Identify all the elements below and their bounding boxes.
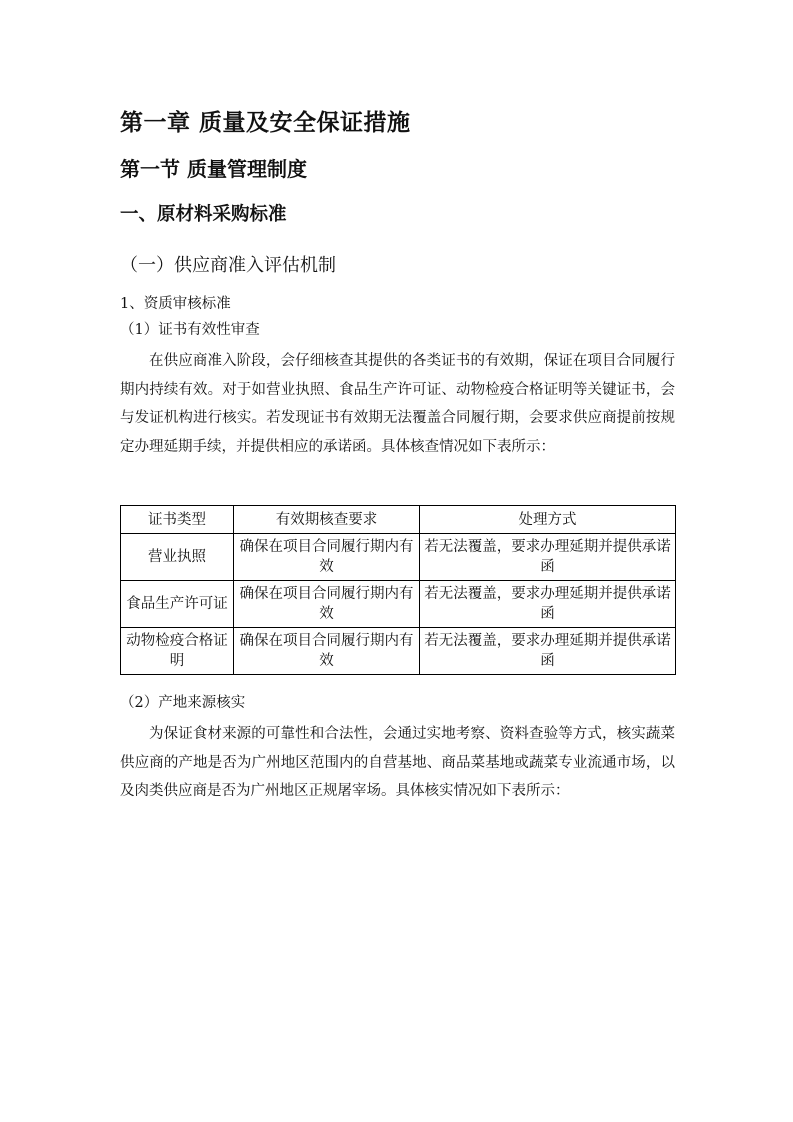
point1-title: （1）证书有效性审查: [120, 322, 260, 338]
section-title: 第一节 质量管理制度: [120, 157, 307, 181]
table-row: [121, 581, 676, 628]
sub-item-title: 1、资质审核标准: [120, 296, 231, 312]
table-header-row: [121, 506, 676, 534]
table-header-cell: 有效期核查要求: [234, 506, 420, 534]
table-cell: 营业执照: [121, 534, 234, 581]
table-row: [121, 628, 676, 675]
item-title: （一）供应商准入评估机制: [120, 255, 336, 276]
certificate-table: [120, 505, 676, 675]
table-cell: 若无法覆盖，要求办理延期并提供承诺函: [420, 581, 676, 628]
table-header-cell: 证书类型: [121, 506, 234, 534]
table-cell: 若无法覆盖，要求办理延期并提供承诺函: [420, 534, 676, 581]
table-cell: 动物检疫合格证明: [121, 628, 234, 675]
table-cell: 食品生产许可证: [121, 581, 234, 628]
table-row: [121, 534, 676, 581]
chapter-title: 第一章 质量及安全保证措施: [120, 110, 411, 136]
table-cell: 确保在项目合同履行期内有效: [234, 628, 420, 675]
table-cell: 确保在项目合同履行期内有效: [234, 534, 420, 581]
table-cell: 确保在项目合同履行期内有效: [234, 581, 420, 628]
point2-paragraph: 为保证食材来源的可靠性和合法性，会通过实地考察、资料查验等方式，核实蔬菜供应商的产地是否为广州地区范围内的自营基地、商品菜基地或蔬菜专业流通市场，以及肉类供应商是否为广州地区正规屠宰场。具体核实情况如下表所示：: [120, 726, 675, 799]
point1-paragraph: 在供应商准入阶段，会仔细核查其提供的各类证书的有效期，保证在项目合同履行期内持续有效。对于如营业执照、食品生产许可证、动物检疫合格证明等关键证书，会与发证机构进行核实。若发现证书有效期无法覆盖合同履行期，会要求供应商提前按规定办理延期手续，并提供相应的承诺函。具体核查情况如下表所示：: [120, 353, 675, 455]
subsection-title: 一、原材料采购标准: [120, 204, 287, 225]
table-cell: 若无法覆盖，要求办理延期并提供承诺函: [420, 628, 676, 675]
point2-title: （2）产地来源核实: [120, 695, 246, 711]
table-header-cell: 处理方式: [420, 506, 676, 534]
